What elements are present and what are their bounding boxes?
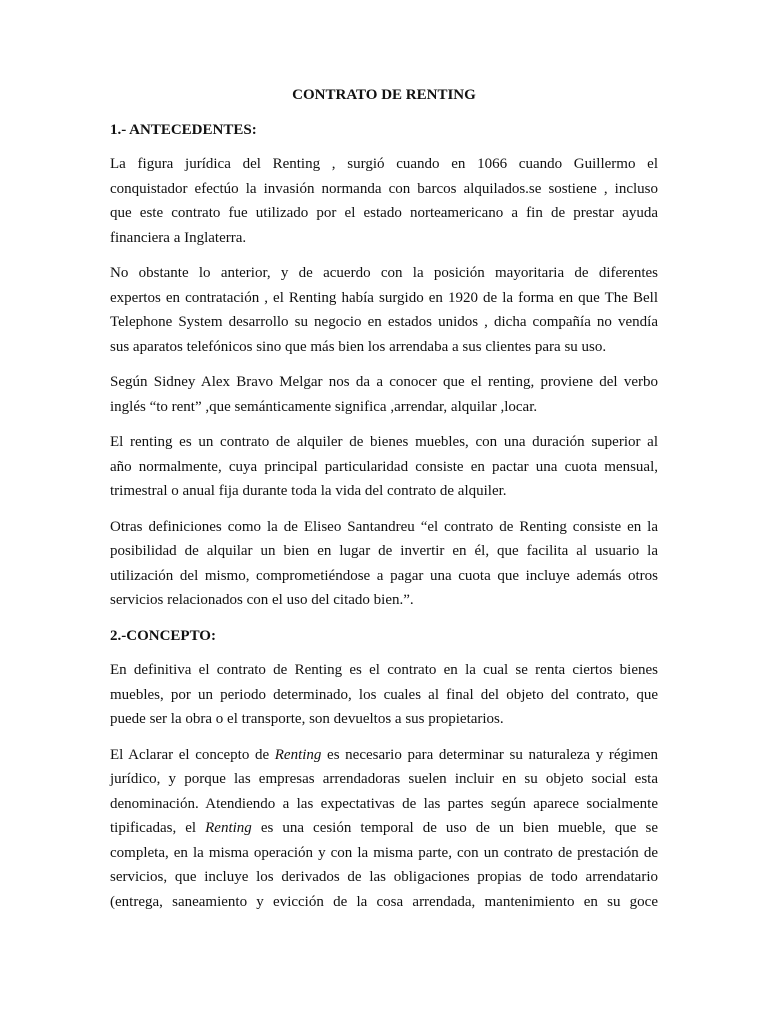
- paragraph-line: El renting es un contrato de alquiler de bienes muebles, con una duración superior al: [110, 434, 658, 450]
- paragraph-line: Según Sidney Alex Bravo Melgar nos da a conocer que el renting, proviene del verbo: [110, 374, 658, 390]
- paragraph-line: inglés “to rent” ,que semánticamente significa ,arrendar, alquilar ,locar.: [110, 398, 538, 415]
- paragraph: [110, 515, 658, 613]
- section-heading: 2.-CONCEPTO:: [110, 627, 216, 644]
- paragraph-line: financiera a Inglaterra.: [110, 229, 247, 246]
- paragraph-line: No obstante lo anterior, y de acuerdo con la posición mayoritaria de diferentes: [110, 265, 658, 281]
- paragraph: [110, 261, 658, 359]
- paragraph: [110, 658, 658, 732]
- paragraph-line: El Aclarar el concepto de Renting es necesario para determinar su naturaleza y régimen: [110, 746, 658, 763]
- paragraph-line: sus aparatos telefónicos sino que más bien los arrendaba a sus clientes para su uso.: [110, 338, 607, 355]
- document-body: [110, 118, 658, 915]
- paragraph-line: puede ser la obra o el transporte, son devueltos a sus propietarios.: [110, 711, 504, 727]
- paragraph-line: Telephone System desarrollo su negocio en estados unidos , dicha compañía no vendía: [110, 314, 658, 330]
- document-title: CONTRATO DE RENTING: [292, 87, 476, 103]
- paragraph-line: Otras definiciones como la de Eliseo Santandreu “el contrato de Renting consiste en la: [110, 518, 658, 535]
- paragraph-line: jurídico, y porque las empresas arrendadoras suelen incluir en su objeto social esta: [110, 771, 658, 787]
- document-page: [110, 83, 658, 925]
- paragraph-line: que este contrato fue utilizado por el estado norteamericano a fin de prestar ayuda: [110, 205, 658, 221]
- paragraph-line: (entrega, saneamiento y evicción de la cosa arrendada, mantenimiento en su goce: [110, 893, 658, 910]
- paragraph: [110, 370, 658, 419]
- paragraph-line: servicios relacionados con el uso del citado bien.”.: [110, 592, 414, 608]
- paragraph-line: utilización del mismo, comprometiéndose a pagar una cuota que incluye además otros: [110, 567, 658, 584]
- paragraph-line: tipificadas, el Renting es una cesión temporal de uso de un bien mueble, que se: [110, 820, 658, 836]
- paragraph-line: conquistador efectúo la invasión normanda con barcos alquilados.se sostiene , incluso: [110, 180, 658, 197]
- paragraph-line: completa, en la misma operación y con la misma parte, con un contrato de prestación de: [110, 844, 658, 861]
- paragraph-line: muebles, por un periodo determinado, los cuales al final del objeto del contrato, que: [110, 686, 658, 703]
- paragraph-line: La figura jurídica del Renting , surgió cuando en 1066 cuando Guillermo el: [110, 156, 658, 172]
- paragraph: [110, 743, 658, 915]
- paragraph-line: trimestral o anual fija durante toda la vida del contrato de alquiler.: [110, 483, 507, 499]
- paragraph-line: posibilidad de alquilar un bien en lugar de invertir en él, que facilita al usuario la: [110, 543, 658, 559]
- paragraph-line: servicios, que incluye los derivados de las obligaciones propias de todo arrendatario: [110, 869, 658, 885]
- paragraph-line: denominación. Atendiendo a las expectativas de las partes según aparece socialmente: [110, 795, 658, 812]
- paragraph-line: año normalmente, cuya principal particularidad consiste en pactar una cuota mensual,: [110, 458, 658, 475]
- section-heading: 1.- ANTECEDENTES:: [110, 121, 257, 138]
- paragraph: [110, 152, 658, 250]
- paragraph-line: expertos en contratación , el Renting había surgido en 1920 de la forma en que The Bell: [110, 289, 658, 306]
- paragraph: [110, 430, 658, 504]
- paragraph-line: En definitiva el contrato de Renting es el contrato en la cual se renta ciertos bienes: [110, 662, 658, 678]
